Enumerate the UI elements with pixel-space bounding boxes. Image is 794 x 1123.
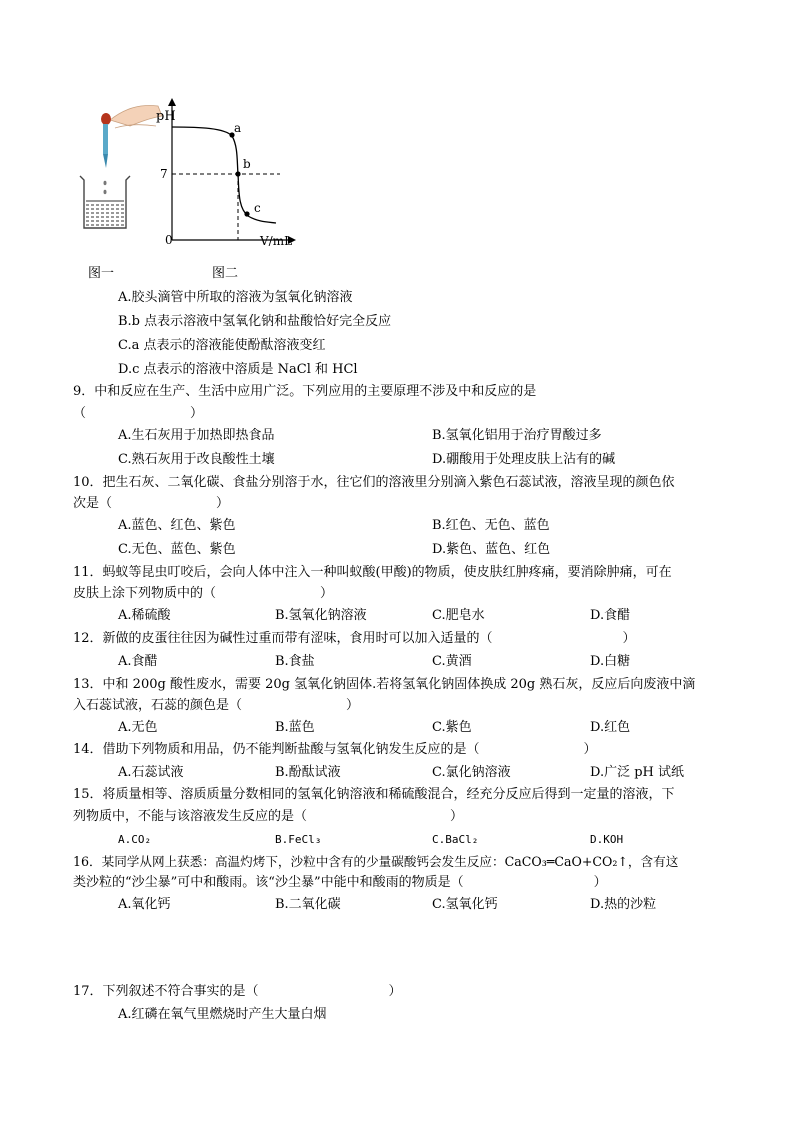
q11-option-a: A.稀硫酸 xyxy=(118,608,171,623)
q12-option-d: D.白糖 xyxy=(590,654,631,669)
q15-option-a: A.CO₂ xyxy=(118,833,152,846)
q14-option-d: D.广泛 pH 试纸 xyxy=(590,765,685,780)
q16-option-a: A.氧化钙 xyxy=(118,897,171,912)
q13-option-a: A.无色 xyxy=(118,720,158,735)
ph-curve-graph xyxy=(156,98,296,248)
q8-option-c: C.a 点表示的溶液能使酚酞溶液变红 xyxy=(118,338,326,353)
q15-stem: 15．将质量相等、溶质质量分数相同的氢氧化钠溶液和稀硫酸混合，经充分反应后得到一定量的溶液，下 xyxy=(73,787,675,802)
q13-stem-cont: 入石蕊试液，石蕊的颜色是（ ） xyxy=(73,698,360,713)
q16-stem: 16．某同学从网上获悉：高温灼烤下，沙粒中含有的少量碳酸钙会发生反应：CaCO₃═CaO+CO₂↑，含有这 xyxy=(73,854,679,869)
q16-option-c: C.氢氧化钙 xyxy=(432,897,498,912)
q9-stem-cont: （ ） xyxy=(73,406,204,421)
q13-stem: 13．中和 200g 酸性废水，需要 20g 氢氧化钠固体.若将氢氧化钠固体换成 20g 熟石灰，反应后向废液中滴 xyxy=(73,677,696,692)
point-c-label: c xyxy=(254,201,261,215)
q10-stem-cont: 次是（ ） xyxy=(73,496,230,511)
q12-stem: 12．新做的皮蛋往往因为碱性过重而带有涩味，食用时可以加入适量的（ ） xyxy=(73,631,636,646)
q16-option-d: D.热的沙粒 xyxy=(590,897,657,912)
q10-option-d: D.紫色、蓝色、红色 xyxy=(432,542,551,557)
q14-stem: 14．借助下列物质和用品，仍不能判断盐酸与氢氧化钠发生反应的是（ ） xyxy=(73,742,597,757)
q14-option-b: B.酚酞试液 xyxy=(275,765,341,780)
q8-option-b: B.b 点表示溶液中氢氧化钠和盐酸恰好完全反应 xyxy=(118,314,392,329)
q15-option-d: D.KOH xyxy=(590,833,624,846)
q8-option-d: D.c 点表示的溶液中溶质是 NaCl 和 HCl xyxy=(118,362,358,377)
q10-option-b: B.红色、无色、蓝色 xyxy=(432,518,550,533)
q11-option-d: D.食醋 xyxy=(590,608,631,623)
q17-option-a: A.红磷在氧气里燃烧时产生大量白烟 xyxy=(118,1007,327,1022)
figure1-caption: 图一 xyxy=(88,266,115,281)
x-axis-label: V/mL xyxy=(260,234,293,248)
q9-option-c: C.熟石灰用于改良酸性土壤 xyxy=(118,452,275,467)
q8-option-a: A.胶头滴管中所取的溶液为氢氧化钠溶液 xyxy=(118,290,353,305)
q11-option-c: C.肥皂水 xyxy=(432,608,485,623)
y-tick-7: 7 xyxy=(160,167,168,181)
point-a-label: a xyxy=(234,121,242,135)
q9-stem: 9．中和反应在生产、生活中应用广泛。下列应用的主要原理不涉及中和反应的是 xyxy=(73,384,537,399)
q9-option-a: A.生石灰用于加热即热食品 xyxy=(118,428,275,443)
q13-option-b: B.蓝色 xyxy=(275,720,315,735)
origin-label: 0 xyxy=(165,233,173,247)
q14-option-c: C.氯化钠溶液 xyxy=(432,765,511,780)
beaker-dropper-illustration xyxy=(80,106,162,228)
q12-option-a: A.食醋 xyxy=(118,654,158,669)
q10-option-c: C.无色、蓝色、紫色 xyxy=(118,542,236,557)
q15-option-c: C.BaCl₂ xyxy=(432,833,479,846)
figure2-caption: 图二 xyxy=(212,266,239,281)
q16-option-b: B.二氧化碳 xyxy=(275,897,341,912)
q9-option-b: B.氢氧化铝用于治疗胃酸过多 xyxy=(432,428,602,443)
q13-option-c: C.紫色 xyxy=(432,720,472,735)
q15-option-b: B.FeCl₃ xyxy=(275,833,322,846)
q12-option-c: C.黄酒 xyxy=(432,654,472,669)
q11-stem-cont: 皮肤上涂下列物质中的（ ） xyxy=(73,586,334,601)
q11-stem: 11．蚂蚁等昆虫叮咬后，会向人体中注入一种叫蚁酸(甲酸)的物质，使皮肤红肿疼痛，要消除肿痛，可在 xyxy=(73,565,672,580)
q17-stem: 17．下列叙述不符合事实的是（ ） xyxy=(73,984,402,999)
figure-area xyxy=(70,90,310,290)
y-axis-label: pH xyxy=(156,109,176,124)
q15-stem-cont: 列物质中，不能与该溶液发生反应的是（ ） xyxy=(73,809,464,824)
q14-option-a: A.石蕊试液 xyxy=(118,765,184,780)
q10-option-a: A.蓝色、红色、紫色 xyxy=(118,518,236,533)
q12-option-b: B.食盐 xyxy=(275,654,315,669)
q16-stem-cont: 类沙粒的“沙尘暴”可中和酸雨。该“沙尘暴”中能中和酸雨的物质是（ ） xyxy=(73,875,607,890)
q10-stem: 10．把生石灰、二氧化碳、食盐分别溶于水，往它们的溶液里分别滴入紫色石蕊试液，溶液呈现的颜色依 xyxy=(73,475,675,490)
point-b-label: b xyxy=(243,157,251,171)
q11-option-b: B.氢氧化钠溶液 xyxy=(275,608,367,623)
q13-option-d: D.红色 xyxy=(590,720,631,735)
q9-option-d: D.硼酸用于处理皮肤上沾有的碱 xyxy=(432,452,616,467)
